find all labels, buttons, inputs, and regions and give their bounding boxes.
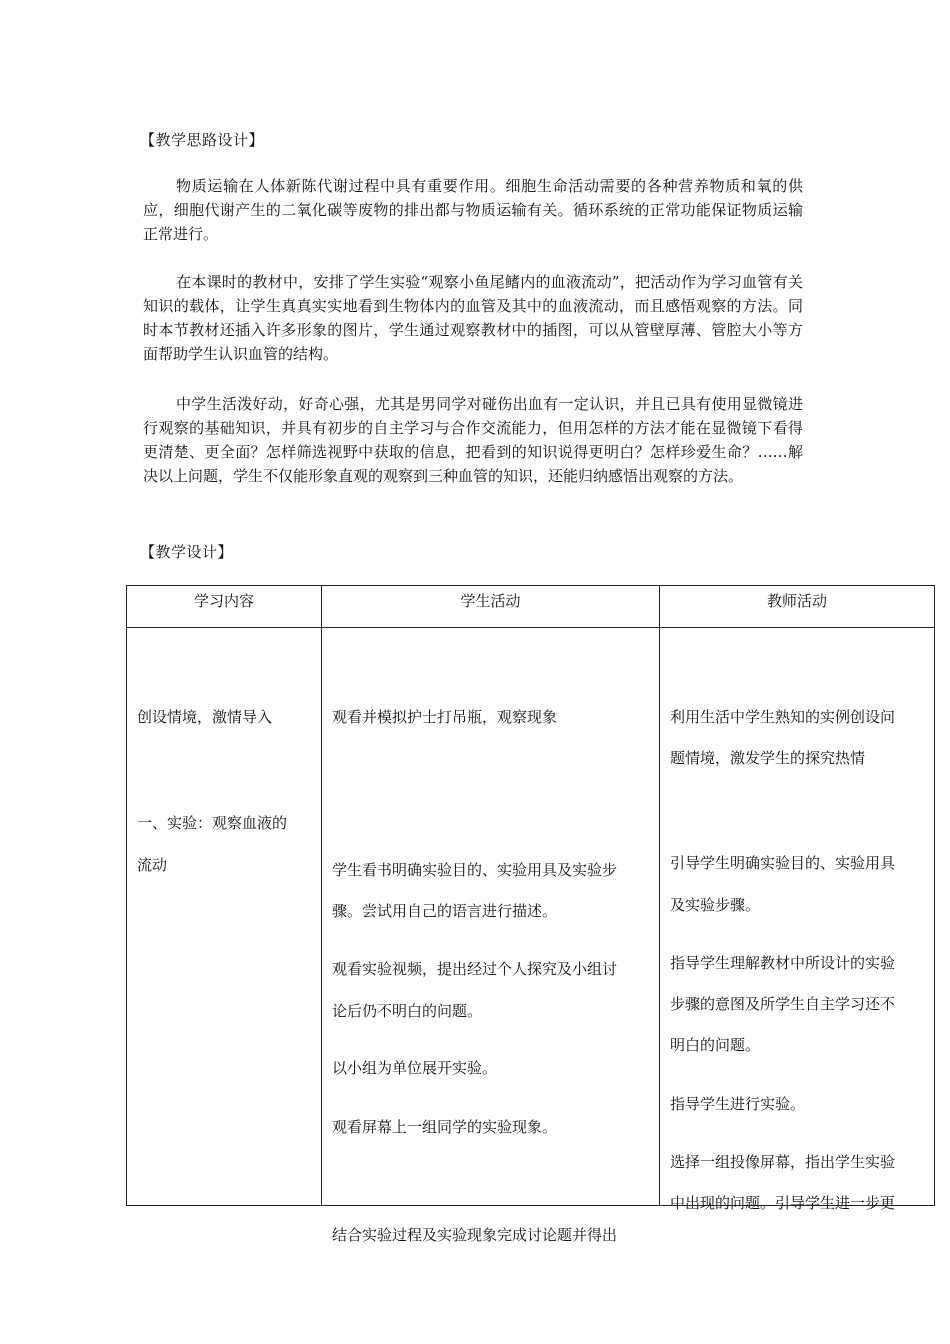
paragraph-textbook <box>143 270 803 366</box>
list-item: 论后仍不明白的问题。 <box>332 1002 483 1020</box>
paragraph-line: 能在显微镜下看得更清楚、更全面？怎样筛选视野中获取的信息，把看到的知识说得更明 <box>143 419 803 461</box>
list-item: 题情境，激发学生的探究热情 <box>670 749 866 767</box>
paragraph-line: 以从管壁厚薄、管腔大小等方面帮助学生认识血管的结构。 <box>143 321 803 363</box>
list-item: 选择一组投像屏幕，指出学生实验 <box>670 1153 896 1171</box>
paragraph-line: 能保证物质运输正常进行。 <box>143 201 803 243</box>
paragraph-line: 显微镜进行观察的基础知识，并具有初步的自主学习与合作交流能力，但用怎样的方法才 <box>143 395 803 437</box>
cell-student-activity <box>322 628 660 1244</box>
list-item: 骤。尝试用自己的语言进行描述。 <box>332 902 558 920</box>
table-row <box>127 628 935 1206</box>
cell-learning-content <box>127 628 322 1206</box>
header-teacher-activity: 教师活动 <box>660 586 935 628</box>
list-item: 观看并模拟护士打吊瓶，观察现象 <box>332 708 558 726</box>
paragraph-line: 习血管有关知识的载体，让学生真真实实地看到生物体内的血管及其中的血液流动，而且 <box>143 273 803 315</box>
list-item: 一、实验：观察血液的 <box>137 814 288 832</box>
list-item: 指导学生理解教材中所设计的实验 <box>670 954 896 972</box>
list-item: 步骤的意图及所学生自主学习还不 <box>670 995 896 1013</box>
teaching-design-table <box>126 585 935 1244</box>
cell-teacher-activity <box>660 628 935 1212</box>
paragraph-line: 物质运输在人体新陈代谢过程中具有重要作用。细胞生命活动需要的各种营养物质和 <box>176 177 757 195</box>
list-item: 观看实验视频，提出经过个人探究及小组讨 <box>332 960 618 978</box>
list-item: 及实验步骤。 <box>670 896 761 914</box>
paragraph-line: 在本课时的教材中，安排了学生实验“观察小鱼尾鳍内的血液流动”，把活动作为学 <box>176 273 727 291</box>
header-student-activity: 学生活动 <box>322 586 660 628</box>
list-item: 结合实验过程及实验现象完成讨论题并得出 <box>332 1226 618 1244</box>
list-item: 指导学生进行实验。 <box>670 1095 806 1113</box>
paragraph-line: 氧的供应，细胞代谢产生的二氧化碳等废物的排出都与物质运输有关。循环系统的正常功 <box>143 177 803 219</box>
table-header-row <box>127 586 935 628</box>
paragraph-line: 中学生活泼好动，好奇心强，尤其是男同学对碰伤出血有一定认识，并且已具有使用 <box>176 395 743 413</box>
section-title-teaching-idea: 【教学思路设计】 <box>140 131 265 149</box>
paragraph-students <box>143 392 803 488</box>
list-item: 观看屏幕上一组同学的实验现象。 <box>332 1118 558 1136</box>
list-item: 学生看书明确实验目的、实验用具及实验步 <box>332 861 618 879</box>
paragraph-line: 还能归纳感悟出观察的方法。 <box>548 467 744 485</box>
list-item: 明白的问题。 <box>670 1036 761 1054</box>
list-item: 创设情境，激情导入 <box>137 708 273 726</box>
list-item: 以小组为单位展开实验。 <box>332 1059 498 1077</box>
list-item: 利用生活中学生熟知的实例创设问 <box>670 708 896 726</box>
list-item: 流动 <box>137 856 168 874</box>
paragraph-line: 感悟观察的方法。同时本节教材还插入许多形象的图片，学生通过观察教材中的插图，可 <box>143 297 803 339</box>
header-learning-content: 学习内容 <box>127 586 322 628</box>
paragraph-material-transport <box>143 174 803 246</box>
list-item: 引导学生明确实验目的、实验用具 <box>670 854 896 872</box>
paragraph-line: 白？怎样珍爱生命？……解决以上问题，学生不仅能形象直观的观察到三种血管的知识， <box>143 443 803 485</box>
section-title-teaching-design: 【教学设计】 <box>140 543 234 561</box>
list-item: 中出现的问题。引导学生进一步更 <box>670 1194 896 1212</box>
